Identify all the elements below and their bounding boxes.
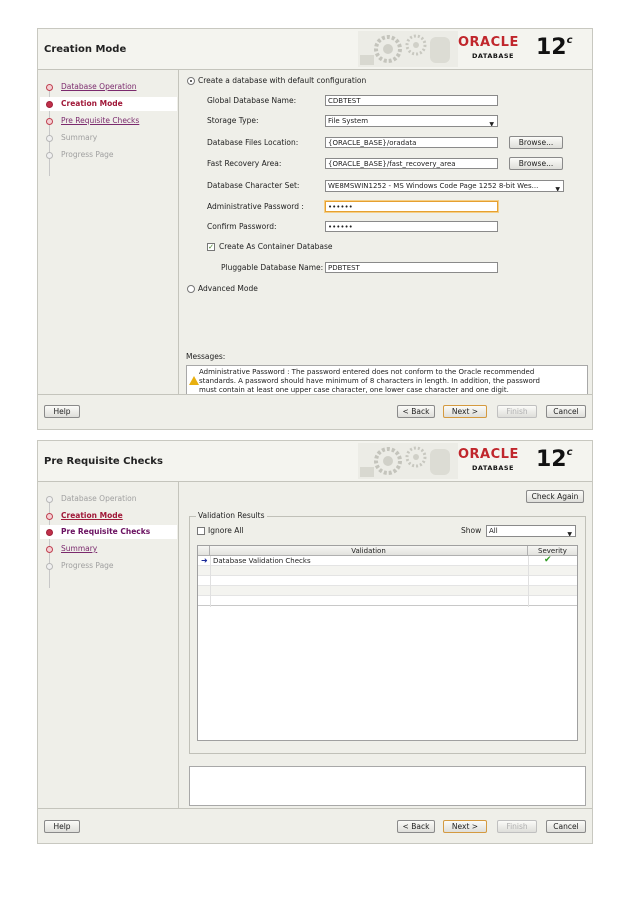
dropdown-arrow-icon: ▼ [567, 531, 572, 537]
container-db-label: Create As Container Database [219, 242, 333, 251]
charset-select[interactable] [325, 180, 564, 192]
confirm-password-input[interactable]: •••••• [325, 221, 498, 232]
step-label: Pre Requisite Checks [61, 527, 151, 536]
version-suffix: c [566, 447, 573, 458]
global-db-name-label: Global Database Name: [207, 96, 297, 105]
message-line: Administrative Password : The password entered does not conform to the Oracle recommended [199, 368, 535, 376]
dropdown-arrow-icon: ▼ [489, 121, 494, 127]
global-db-name-input[interactable]: CDBTEST [325, 95, 498, 106]
step-todo-icon [46, 496, 53, 503]
database-logo-text: DATABASE [472, 464, 514, 472]
creation-mode-content [179, 70, 592, 396]
table-row [198, 596, 577, 606]
details-box [189, 766, 586, 806]
version-number: 12 [536, 35, 567, 60]
message-line: must contain at least one upper case character, one lower case character and one digit. [199, 386, 509, 394]
step-current-icon [46, 101, 53, 108]
validation-results-title: Validation Results [198, 511, 265, 520]
pluggable-db-label: Pluggable Database Name: [221, 263, 324, 272]
step-label: Database Operation [61, 494, 137, 503]
show-filter-value: All [489, 527, 498, 535]
fast-recovery-label: Fast Recovery Area: [207, 159, 282, 168]
step-todo-icon [46, 152, 53, 159]
step-creation-mode[interactable] [46, 510, 176, 524]
oracle-logo [456, 33, 584, 65]
validation-column-header[interactable]: Validation [210, 546, 528, 556]
gears-banner-icon [358, 443, 458, 479]
step-summary [46, 132, 176, 146]
table-row [198, 566, 577, 576]
admin-password-label: Administrative Password : [207, 202, 304, 211]
validation-results-group [189, 511, 586, 754]
step-progress-page [46, 560, 176, 574]
check-again-button[interactable]: Check Again [526, 490, 584, 503]
window-header [38, 29, 592, 70]
finish-button: Finish [497, 820, 537, 833]
step-summary[interactable] [46, 543, 176, 557]
step-label[interactable]: Creation Mode [61, 511, 123, 520]
step-label[interactable]: Database Operation [61, 82, 137, 91]
oracle-logo-text: ORACLE [458, 35, 519, 50]
step-label: Progress Page [61, 561, 114, 570]
step-label[interactable]: Pre Requisite Checks [61, 116, 140, 125]
messages-label: Messages: [186, 352, 226, 361]
help-button[interactable]: Help [44, 405, 80, 418]
column-divider [528, 556, 529, 607]
steps-sidebar [38, 482, 179, 810]
version-suffix: c [566, 35, 573, 46]
wizard-footer [38, 394, 592, 429]
step-done-icon [46, 84, 53, 91]
pre-requisite-content [179, 482, 592, 810]
oracle-logo [456, 445, 584, 477]
step-creation-mode[interactable] [46, 98, 176, 112]
dropdown-arrow-icon: ▼ [555, 186, 560, 192]
pluggable-db-input[interactable]: PDBTEST [325, 262, 498, 273]
advanced-mode-radio[interactable] [187, 285, 195, 293]
step-pending-icon [46, 546, 53, 553]
storage-type-value: File System [328, 117, 369, 125]
pre-requisite-checks-window [37, 440, 593, 844]
page-title: Pre Requisite Checks [44, 456, 163, 467]
success-check-icon: ✔ [544, 555, 552, 565]
step-label[interactable]: Summary [61, 544, 98, 553]
default-config-label: Create a database with default configuration [198, 76, 367, 85]
table-row [198, 576, 577, 586]
step-current-icon [46, 529, 53, 536]
step-progress-page [46, 149, 176, 163]
cancel-button[interactable]: Cancel [546, 820, 586, 833]
step-pre-requisite-checks[interactable] [46, 526, 176, 540]
table-row [198, 586, 577, 596]
charset-label: Database Character Set: [207, 181, 300, 190]
oracle-logo-text: ORACLE [458, 447, 519, 462]
table-corner-header [198, 546, 210, 556]
step-todo-icon [46, 135, 53, 142]
admin-password-input[interactable]: •••••• [325, 201, 498, 212]
confirm-password-label: Confirm Password: [207, 222, 277, 231]
column-divider [210, 556, 211, 607]
step-label: Creation Mode [61, 99, 123, 108]
step-done-icon [46, 513, 53, 520]
ignore-all-label: Ignore All [208, 526, 244, 535]
steps-sidebar [38, 70, 179, 396]
wizard-footer [38, 808, 592, 843]
cancel-button[interactable]: Cancel [546, 405, 586, 418]
table-row[interactable] [198, 556, 577, 566]
finish-button: Finish [497, 405, 537, 418]
container-db-checkbox[interactable]: ✓ [208, 243, 214, 251]
ignore-all-checkbox[interactable] [197, 527, 205, 535]
page-title: Creation Mode [44, 44, 127, 55]
storage-type-select[interactable] [325, 115, 498, 127]
db-files-location-label: Database Files Location: [207, 138, 299, 147]
help-button[interactable]: Help [44, 820, 80, 833]
fast-recovery-input[interactable]: {ORACLE_BASE}/fast_recovery_area [325, 158, 498, 169]
step-todo-icon [46, 563, 53, 570]
message-line: standards. A password should have minimum of 8 characters in length. In addition, the password [199, 377, 540, 385]
database-logo-text: DATABASE [472, 52, 514, 60]
version-logo [536, 447, 573, 472]
step-pre-requisite-checks[interactable] [46, 115, 176, 129]
next-button[interactable]: Next > [443, 820, 487, 833]
step-database-operation [46, 493, 176, 507]
storage-type-label: Storage Type: [207, 116, 259, 125]
advanced-mode-label: Advanced Mode [198, 284, 258, 293]
creation-mode-window [37, 28, 593, 430]
browse-fast-recovery-button[interactable]: Browse... [509, 157, 563, 170]
version-number: 12 [536, 447, 567, 472]
validation-table [197, 545, 578, 741]
warning-icon [189, 376, 199, 385]
default-config-radio[interactable] [187, 77, 195, 85]
db-files-location-input[interactable]: {ORACLE_BASE}/oradata [325, 137, 498, 148]
step-label: Progress Page [61, 150, 114, 159]
show-filter-select[interactable] [486, 525, 576, 537]
back-button[interactable]: < Back [397, 405, 435, 418]
arrow-right-icon: ➜ [201, 556, 208, 565]
step-database-operation[interactable] [46, 81, 176, 95]
validation-cell: Database Validation Checks [213, 557, 311, 565]
severity-column-header[interactable]: Severity [528, 546, 577, 556]
next-button[interactable]: Next > [443, 405, 487, 418]
browse-db-files-button[interactable]: Browse... [509, 136, 563, 149]
show-label: Show [461, 526, 482, 535]
step-pending-icon [46, 118, 53, 125]
version-logo [536, 35, 573, 60]
window-header [38, 441, 592, 482]
charset-value: WE8MSWIN1252 - MS Windows Code Page 1252 8-bit Wes... [328, 182, 539, 190]
step-label: Summary [61, 133, 98, 142]
back-button[interactable]: < Back [397, 820, 435, 833]
gears-banner-icon [358, 31, 458, 67]
